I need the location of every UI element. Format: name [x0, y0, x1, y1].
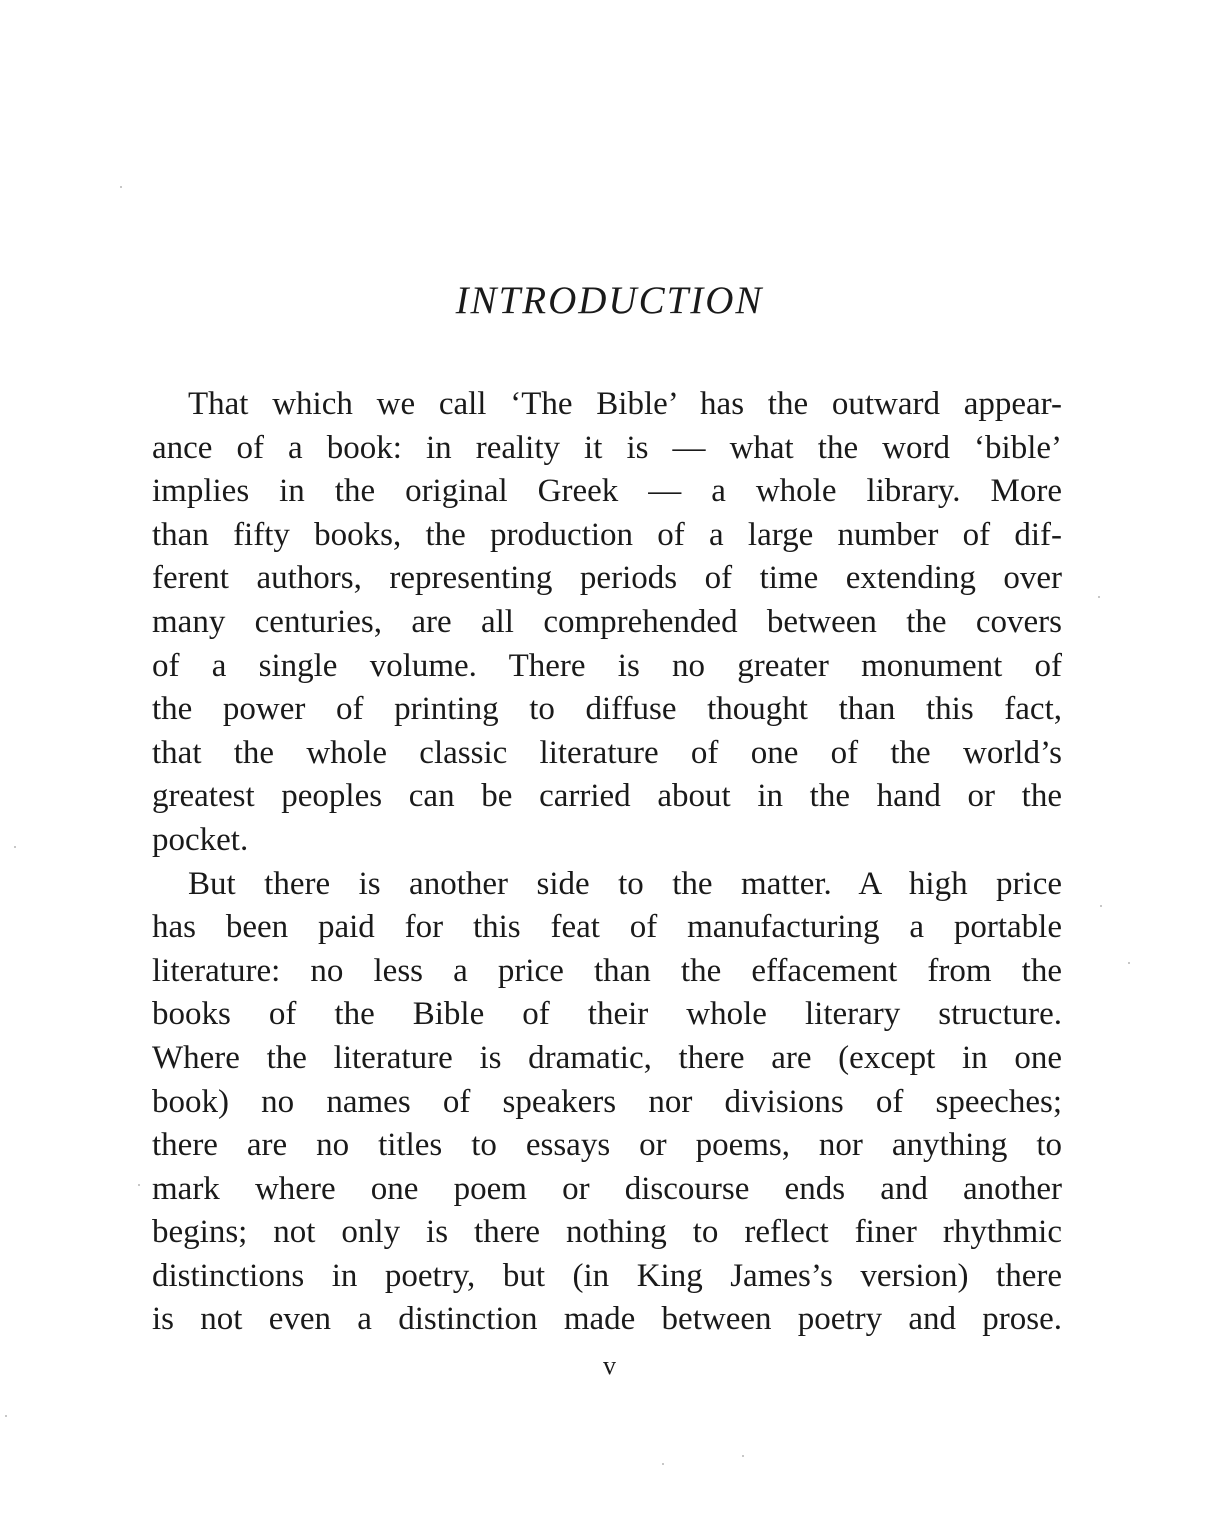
paragraph-1-line-5: ferent authors, representing periods of time extending over: [152, 560, 1062, 597]
paragraph-2-line-10: distinctions in poetry, but (in King James’s version) there: [152, 1257, 1062, 1294]
page-number: v: [603, 1351, 616, 1380]
scan-speck: [1098, 596, 1100, 598]
chapter-heading: INTRODUCTION: [455, 279, 764, 322]
paragraph-2-line-7: there are no titles to essays or poems, nor anything to: [152, 1127, 1062, 1164]
scan-speck: [1100, 905, 1102, 907]
scan-speck: [14, 846, 16, 848]
paragraph-2-line-1: But there is another side to the matter. A high price: [188, 865, 1062, 902]
paragraph-1-line-9: that the whole classic literature of one of the world’s: [152, 734, 1062, 771]
scan-speck: [138, 1184, 140, 1186]
scan-speck: [1128, 962, 1130, 964]
paragraph-2-line-6: book) no names of speakers nor divisions of speeches;: [152, 1083, 1062, 1120]
paragraph-2-line-11: is not even a distinction made between poetry and prose.: [152, 1301, 1062, 1338]
scan-speck: [5, 1415, 7, 1417]
paragraph-1-line-10: greatest peoples can be carried about in the hand or the: [152, 778, 1062, 815]
body-text: [152, 383, 1062, 1342]
paragraph-1-line-2: ance of a book: in reality it is — what the word ‘bible’: [152, 429, 1062, 466]
paragraph-1-line-11: pocket.: [152, 821, 249, 858]
paragraph-2-line-9: begins; not only is there nothing to reflect finer rhythmic: [152, 1214, 1062, 1251]
paragraph-1-line-4: than fifty books, the production of a large number of dif-: [152, 516, 1062, 553]
paragraph-1-line-6: many centuries, are all comprehended between the covers: [152, 603, 1062, 640]
paragraph-2-line-3: literature: no less a price than the effacement from the: [152, 952, 1062, 989]
paragraph-2-line-8: mark where one poem or discourse ends and another: [152, 1170, 1062, 1207]
paragraph-2-line-2: has been paid for this feat of manufacturing a portable: [152, 909, 1062, 946]
paragraph-1-line-7: of a single volume. There is no greater monument of: [152, 647, 1062, 684]
paragraph-1-line-3: implies in the original Greek — a whole library. More: [152, 473, 1062, 510]
scan-speck: [662, 1463, 664, 1465]
paragraph-1-line-8: the power of printing to diffuse thought than this fact,: [152, 691, 1062, 728]
paragraph-2-line-4: books of the Bible of their whole literary structure.: [152, 996, 1062, 1033]
scan-speck: [742, 1455, 744, 1457]
paragraph-2-line-5: Where the literature is dramatic, there are (except in one: [152, 1039, 1062, 1076]
scan-speck: [120, 186, 122, 188]
paragraph-1-line-1: That which we call ‘The Bible’ has the outward appear-: [188, 386, 1062, 422]
